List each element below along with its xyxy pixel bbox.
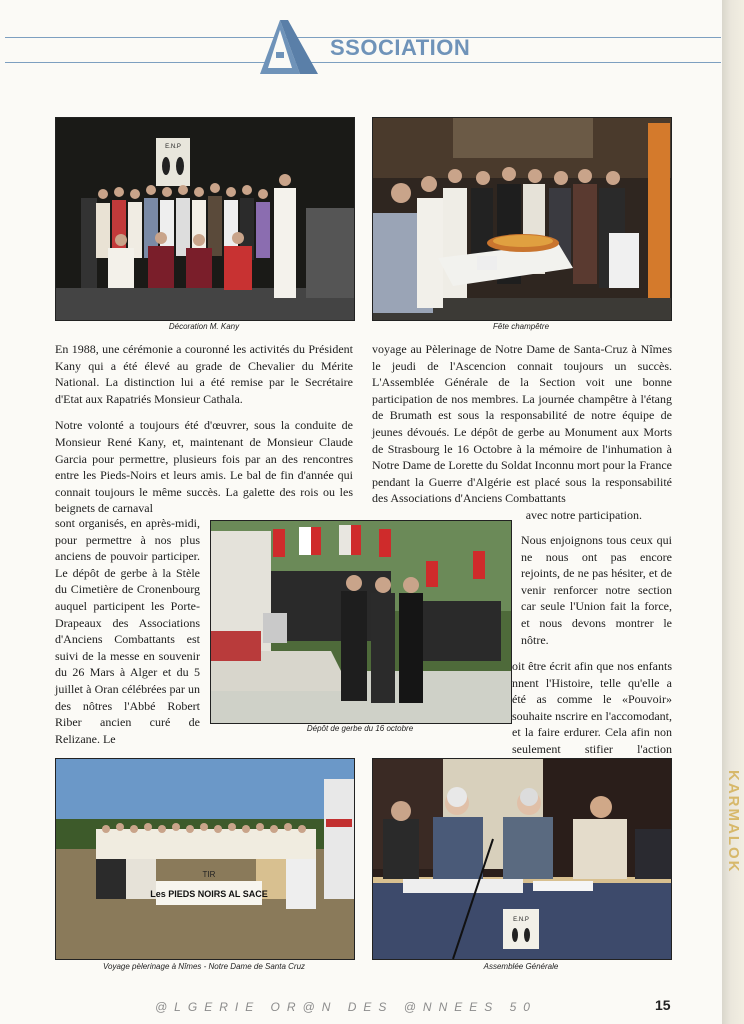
column-1-text [55,341,353,517]
section-title: SSOCIATION [330,35,471,60]
photo-voyage-pelerinage [55,758,355,960]
header-rule-bottom [5,62,721,63]
photo4-banner-top: TIR [202,870,216,879]
caption-voyage-pelerinage: Voyage pèlerinage à Nîmes - Notre Dame de Santa Cruz [102,962,306,971]
column-1-wrap-text: sont organisés, en après-midi, pour permettre à nos plus anciens de pouvoir participer. Le dépôt de gerbe à la Stèle du Cimetière de Cronenbourg auquel participent les Porte-Drapeaux des Associations d'Anciens Combattants est suivi de la messe en souvenir du 26 Mars à Alger et du 5 juillet à Oran célébrées par un des nôtres l'Abbé Robert Riber ancien curé de Relizane. Le [55,516,200,746]
photo4-banner: Les PIEDS NOIRS AL SACE [150,889,268,899]
photo-depot-de-gerbe [210,520,512,724]
page-number: 15 [655,997,671,1013]
col2-paragraph-3: oit être écrit afin que nos enfants nnent l'Histoire, telle qu'elle a été as comme le «Pouvoir» souhaite nscrire en l'accomodant, et la faire erdurer. Cela afin non seulement stifier l'action [512,659,672,756]
photo-assemblee-generale [372,758,672,960]
col2-paragraph-2: Nous enjoignons tous ceux qui ne nous ont pas encore rejoints, de ne pas hésiter, et de venir renforcer notre section car seule l'Union fait la force, et nous devons montrer le nôtre. [521,533,672,647]
col1-paragraph-2: Notre volonté a toujours été d'œuvrer, sous la conduite de Monsieur René Kany, et, maintenant de Monsieur Claude Garcia pour permettre, plusieurs fois par an des rencontres entre les Pieds-Noirs et leurs amis. Le bal de fin d'année qui connait toujours le même succès. La galette des rois ou les beignets de carnaval [55,418,353,516]
caption-assemblee-generale: Assemblée Générale [483,962,559,971]
caption-decoration-kany: Décoration M. Kany [168,322,240,331]
footer-title: @LGERIE OR@N DES @NNEES 50 [155,1000,537,1014]
binding-spine [722,0,744,1024]
photo-decoration-kany [55,117,355,321]
association-logo-icon [258,18,338,80]
col2-last-line: avec notre participation. [525,507,642,522]
photo1-emblem: E.N.P [165,144,181,150]
photo-fete-champetre [372,117,672,321]
photo5-emblem: E.N.P [513,917,529,923]
spine-text: KARMALOK [725,770,742,874]
caption-fete-champetre: Fête champêtre [492,322,550,331]
col1-paragraph-1: En 1988, une cérémonie a couronné les activités du Président Kany qui a été élevé au grade de Chevalier du Mérite National. La distinction lui a été remise par le Secrétaire d'Etat aux Rapatriés Monsieur Cathala. [55,342,353,406]
col2-paragraph-1: voyage au Pèlerinage de Notre Dame de Santa-Cruz à Nîmes le jeudi de l'Ascencion connait toujours un succès. L'Assemblée Générale de la Section voit une bonne participation de nos membres. La journée champêtre à l'étang de Brumath est sous la responsabilité de notre équipe de jeunes dévoués. Le dépôt de gerbe au Monument aux Morts de Strasbourg le 16 Octobre à la mémoire de l'inhumation à Notre Dame de Lorette du Soldat Inconnu mort pour la France pendant la Guerre d'Algérie est placé sous la responsabilité des Associations d'Anciens Combattants [372,342,672,506]
column-2-text [372,341,672,524]
caption-depot-de-gerbe: Dépôt de gerbe du 16 octobre [306,724,414,733]
